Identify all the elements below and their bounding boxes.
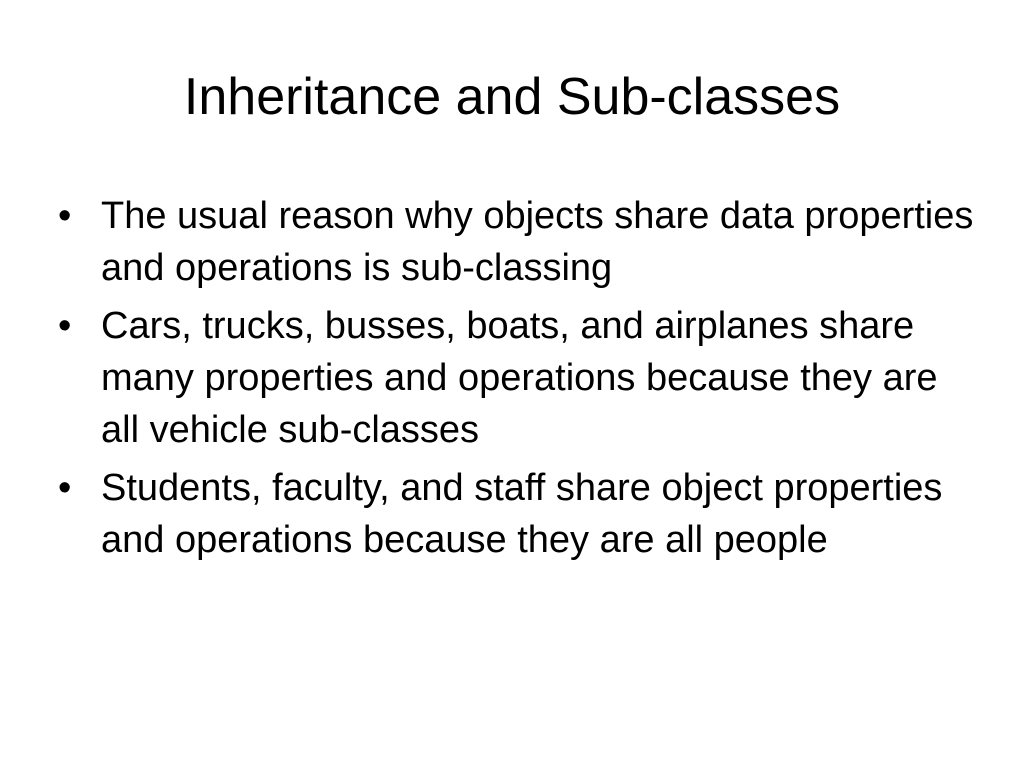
bullet-marker: •	[58, 305, 72, 347]
bullet-item	[56, 190, 976, 294]
bullet-marker: •	[58, 467, 72, 509]
bullet-marker: •	[58, 195, 72, 237]
bullet-list	[56, 190, 976, 572]
slide-title: Inheritance and Sub-classes	[183, 68, 841, 126]
bullet-item	[56, 300, 976, 456]
bullet-text: Students, faculty, and staff share object properties and operations because they are all people	[101, 467, 943, 561]
bullet-item	[56, 462, 976, 566]
bullet-text: The usual reason why objects share data properties and operations is sub-classing	[101, 195, 974, 289]
bullet-text: Cars, trucks, busses, boats, and airplanes share many properties and operations because they are all vehicle sub-classes	[101, 305, 938, 451]
